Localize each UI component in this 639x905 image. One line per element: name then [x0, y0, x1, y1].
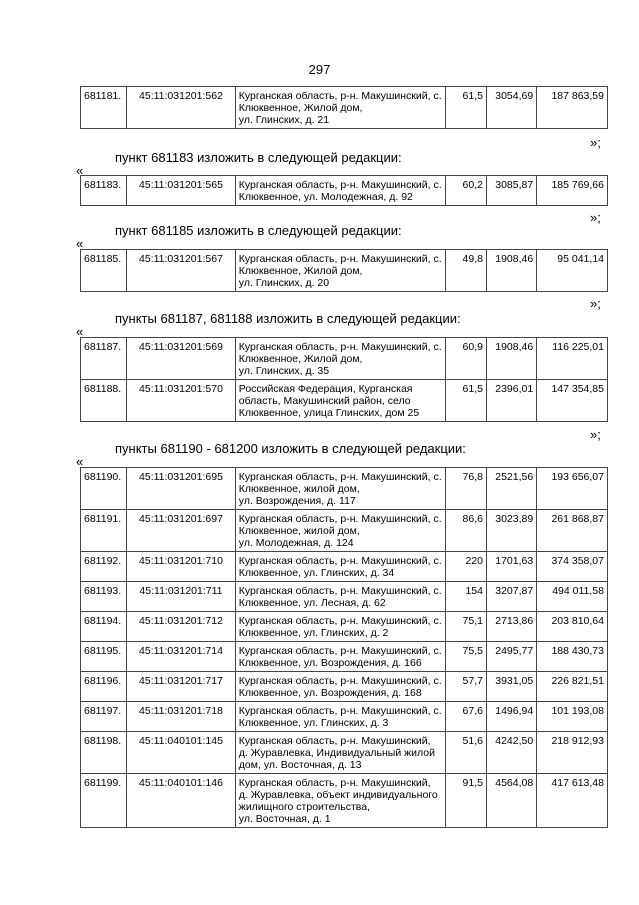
address-cell: Курганская область, р-н. Макушинский, д. Журавлевка, объект индивидуального жилищного строительства, ул. Восточная, д. 1 — [235, 774, 445, 828]
cadastral-number-cell: 45:11:031201:567 — [127, 250, 236, 292]
address-cell: Курганская область, р-н. Макушинский, д. Журавлевка, Индивидуальный жилой дом, ул. Восточная, д. 13 — [235, 732, 445, 774]
total-value-cell: 261 868,87 — [537, 510, 608, 552]
unit-price-cell: 2521,56 — [486, 468, 536, 510]
table-row — [81, 552, 608, 582]
address-cell: Российская Федерация, Курганская область, Макушинский район, село Клюквенное, улица Глинских, дом 25 — [235, 380, 445, 422]
table-row — [81, 87, 608, 129]
open-quote: « — [76, 163, 84, 178]
cadastral-number-cell: 45:11:040101:145 — [127, 732, 236, 774]
area-cell: 75,5 — [445, 642, 486, 672]
unit-price-cell: 1908,46 — [486, 338, 536, 380]
row-number-cell: 681181. — [81, 87, 127, 129]
instruction-3: пункты 681187, 681188 изложить в следующей редакции: — [115, 311, 461, 326]
unit-price-cell: 2713,86 — [486, 612, 536, 642]
unit-price-cell: 1496,94 — [486, 702, 536, 732]
table-row — [81, 774, 608, 828]
address-cell: Курганская область, р-н. Макушинский, с. Клюквенное, ул. Глинских, д. 34 — [235, 552, 445, 582]
table-block-1 — [80, 86, 608, 129]
total-value-cell: 193 656,07 — [537, 468, 608, 510]
area-cell: 86,6 — [445, 510, 486, 552]
close-quote: »; — [590, 427, 601, 442]
table-row — [81, 468, 608, 510]
total-value-cell: 494 011,58 — [537, 582, 608, 612]
table-row — [81, 672, 608, 702]
unit-price-cell: 2495,77 — [486, 642, 536, 672]
unit-price-cell: 3054,69 — [486, 87, 536, 129]
cadastral-number-cell: 45:11:031201:711 — [127, 582, 236, 612]
table-row — [81, 642, 608, 672]
row-number-cell: 681187. — [81, 338, 127, 380]
total-value-cell: 226 821,51 — [537, 672, 608, 702]
table-row — [81, 582, 608, 612]
row-number-cell: 681197. — [81, 702, 127, 732]
area-cell: 60,9 — [445, 338, 486, 380]
row-number-cell: 681196. — [81, 672, 127, 702]
row-number-cell: 681192. — [81, 552, 127, 582]
row-number-cell: 681190. — [81, 468, 127, 510]
table-row — [81, 176, 608, 206]
area-cell: 91,5 — [445, 774, 486, 828]
address-cell: Курганская область, р-н. Макушинский, с. Клюквенное, Жилой дом, ул. Глинских, д. 35 — [235, 338, 445, 380]
unit-price-cell: 1908,46 — [486, 250, 536, 292]
instruction-1: пункт 681183 изложить в следующей редакции: — [115, 150, 402, 165]
total-value-cell: 147 354,85 — [537, 380, 608, 422]
row-number-cell: 681185. — [81, 250, 127, 292]
unit-price-cell: 3207,87 — [486, 582, 536, 612]
address-cell: Курганская область, р-н. Макушинский, с. Клюквенное, ул. Молодежная, д. 92 — [235, 176, 445, 206]
row-number-cell: 681194. — [81, 612, 127, 642]
table-row — [81, 510, 608, 552]
address-cell: Курганская область, р-н. Макушинский, с. Клюквенное, ул. Возрождения, д. 166 — [235, 642, 445, 672]
unit-price-cell: 3023,89 — [486, 510, 536, 552]
table-block-5 — [80, 467, 608, 828]
cadastral-number-cell: 45:11:031201:714 — [127, 642, 236, 672]
unit-price-cell: 4242,50 — [486, 732, 536, 774]
area-cell: 75,1 — [445, 612, 486, 642]
unit-price-cell: 3931,05 — [486, 672, 536, 702]
area-cell: 220 — [445, 552, 486, 582]
address-cell: Курганская область, р-н. Макушинский, с. Клюквенное, ул. Глинских, д. 3 — [235, 702, 445, 732]
total-value-cell: 187 863,59 — [537, 87, 608, 129]
address-cell: Курганская область, р-н. Макушинский, с. Клюквенное, ул. Глинских, д. 2 — [235, 612, 445, 642]
row-number-cell: 681191. — [81, 510, 127, 552]
close-quote: »; — [590, 135, 601, 150]
address-cell: Курганская область, р-н. Макушинский, с. Клюквенное, Жилой дом, ул. Глинских, д. 20 — [235, 250, 445, 292]
table-block-2 — [80, 175, 608, 206]
cadastral-number-cell: 45:11:031201:570 — [127, 380, 236, 422]
unit-price-cell: 1701,63 — [486, 552, 536, 582]
total-value-cell: 218 912,93 — [537, 732, 608, 774]
table-row — [81, 702, 608, 732]
address-cell: Курганская область, р-н. Макушинский, с. Клюквенное, жилой дом, ул. Молодежная, д. 124 — [235, 510, 445, 552]
table-row — [81, 380, 608, 422]
table-block-3 — [80, 249, 608, 292]
total-value-cell: 101 193,08 — [537, 702, 608, 732]
cadastral-number-cell: 45:11:031201:710 — [127, 552, 236, 582]
cadastral-number-cell: 45:11:031201:697 — [127, 510, 236, 552]
page-number: 297 — [308, 62, 331, 77]
total-value-cell: 95 041,14 — [537, 250, 608, 292]
total-value-cell: 203 810,64 — [537, 612, 608, 642]
area-cell: 57,7 — [445, 672, 486, 702]
address-cell: Курганская область, р-н. Макушинский, с. Клюквенное, ул. Лесная, д. 62 — [235, 582, 445, 612]
instruction-4: пункты 681190 - 681200 изложить в следующей редакции: — [115, 441, 466, 456]
area-cell: 61,5 — [445, 380, 486, 422]
unit-price-cell: 4564,08 — [486, 774, 536, 828]
total-value-cell: 185 769,66 — [537, 176, 608, 206]
area-cell: 49,8 — [445, 250, 486, 292]
row-number-cell: 681188. — [81, 380, 127, 422]
row-number-cell: 681183. — [81, 176, 127, 206]
open-quote: « — [76, 236, 84, 251]
cadastral-number-cell: 45:11:031201:569 — [127, 338, 236, 380]
row-number-cell: 681198. — [81, 732, 127, 774]
unit-price-cell: 2396,01 — [486, 380, 536, 422]
address-cell: Курганская область, р-н. Макушинский, с. Клюквенное, Жилой дом, ул. Глинских, д. 21 — [235, 87, 445, 129]
cadastral-number-cell: 45:11:031201:712 — [127, 612, 236, 642]
area-cell: 67,6 — [445, 702, 486, 732]
address-cell: Курганская область, р-н. Макушинский, с. Клюквенное, жилой дом, ул. Возрождения, д. 117 — [235, 468, 445, 510]
open-quote: « — [76, 454, 84, 469]
table-row — [81, 338, 608, 380]
area-cell: 76,8 — [445, 468, 486, 510]
cadastral-number-cell: 45:11:040101:146 — [127, 774, 236, 828]
area-cell: 154 — [445, 582, 486, 612]
instruction-2: пункт 681185 изложить в следующей редакции: — [115, 223, 402, 238]
close-quote: »; — [590, 296, 601, 311]
cadastral-number-cell: 45:11:031201:718 — [127, 702, 236, 732]
cadastral-number-cell: 45:11:031201:717 — [127, 672, 236, 702]
table-row — [81, 612, 608, 642]
table-block-4 — [80, 337, 608, 422]
close-quote: »; — [590, 210, 601, 225]
row-number-cell: 681199. — [81, 774, 127, 828]
cadastral-number-cell: 45:11:031201:695 — [127, 468, 236, 510]
area-cell: 51,6 — [445, 732, 486, 774]
total-value-cell: 116 225,01 — [537, 338, 608, 380]
total-value-cell: 374 358,07 — [537, 552, 608, 582]
area-cell: 61,5 — [445, 87, 486, 129]
area-cell: 60,2 — [445, 176, 486, 206]
row-number-cell: 681193. — [81, 582, 127, 612]
table-row — [81, 732, 608, 774]
cadastral-number-cell: 45:11:031201:565 — [127, 176, 236, 206]
address-cell: Курганская область, р-н. Макушинский, с. Клюквенное, ул. Возрождения, д. 168 — [235, 672, 445, 702]
row-number-cell: 681195. — [81, 642, 127, 672]
unit-price-cell: 3085,87 — [486, 176, 536, 206]
table-row — [81, 250, 608, 292]
open-quote: « — [76, 324, 84, 339]
total-value-cell: 417 613,48 — [537, 774, 608, 828]
total-value-cell: 188 430,73 — [537, 642, 608, 672]
cadastral-number-cell: 45:11:031201:562 — [127, 87, 236, 129]
